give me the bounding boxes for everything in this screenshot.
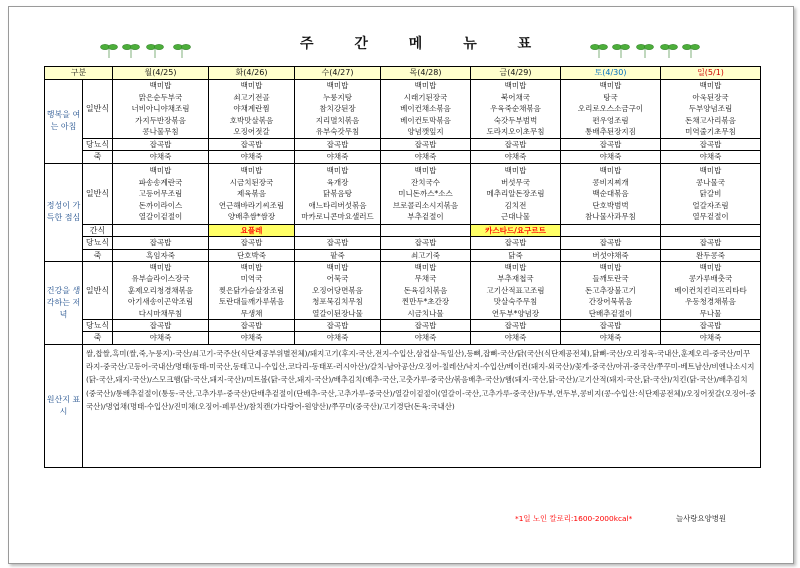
porridge-cell: 야채죽 bbox=[381, 151, 471, 163]
menu-item: 아기새송이곤약조림 bbox=[127, 297, 194, 307]
menu-item: 시금치나물 bbox=[407, 308, 444, 318]
meal-category: 행복을 여는 아침 bbox=[45, 80, 83, 164]
table-row bbox=[45, 237, 761, 249]
porridge-cell: 야채죽 bbox=[113, 151, 209, 163]
menu-item: 어묵국 bbox=[326, 274, 349, 284]
diabetic-cell: 잡곡밥 bbox=[113, 139, 209, 151]
diabetic-cell: 잡곡밥 bbox=[381, 139, 471, 151]
menu-item: 고기산적표고조림 bbox=[486, 285, 545, 295]
menu-cell bbox=[113, 163, 209, 224]
snack-cell bbox=[113, 224, 209, 236]
diabetic-cell: 잡곡밥 bbox=[209, 320, 295, 332]
porridge-cell: 닭죽 bbox=[471, 249, 561, 261]
menu-item: 메추리알돈장조림 bbox=[486, 189, 545, 199]
porridge-cell: 완두콩죽 bbox=[661, 249, 761, 261]
snack-cell bbox=[661, 224, 761, 236]
snack-cell bbox=[295, 224, 381, 236]
menu-cell bbox=[113, 262, 209, 320]
porridge-label: 죽 bbox=[83, 332, 113, 344]
menu-item: 통배추된장지짐 bbox=[585, 127, 636, 137]
snack-cell bbox=[381, 224, 471, 236]
menu-item: 콩가루배춧국 bbox=[688, 274, 733, 284]
menu-item: 우동청경채볶음 bbox=[685, 297, 736, 307]
menu-cell bbox=[295, 163, 381, 224]
menu-item: 백미밥 bbox=[326, 166, 349, 176]
header-day: 일(5/1) bbox=[661, 67, 761, 80]
table-row bbox=[45, 80, 761, 139]
diabetic-cell: 잡곡밥 bbox=[661, 320, 761, 332]
diabetic-cell: 잡곡밥 bbox=[471, 139, 561, 151]
menu-item: 백미밥 bbox=[699, 263, 722, 273]
menu-item: 백미밥 bbox=[414, 81, 437, 91]
diabetic-cell: 잡곡밥 bbox=[113, 320, 209, 332]
table-row bbox=[45, 320, 761, 332]
porridge-cell: 버섯야채죽 bbox=[561, 249, 661, 261]
diabetic-cell: 잡곡밥 bbox=[209, 237, 295, 249]
menu-item: 무채국 bbox=[414, 274, 437, 284]
menu-item: 두부양념조림 bbox=[688, 104, 733, 114]
porridge-cell: 야채죽 bbox=[561, 332, 661, 344]
menu-item: 쇠고기전골 bbox=[233, 92, 270, 102]
diabetic-label: 당뇨식 bbox=[83, 139, 113, 151]
diabetic-cell: 잡곡밥 bbox=[471, 237, 561, 249]
menu-cell bbox=[661, 163, 761, 224]
menu-item: 백미밥 bbox=[240, 263, 263, 273]
snack-cell: 카스타드/요구르트 bbox=[471, 224, 561, 236]
porridge-cell: 야채죽 bbox=[381, 332, 471, 344]
menu-cell bbox=[381, 163, 471, 224]
meal-category: 정성이 가득한 점심 bbox=[45, 163, 83, 261]
menu-item: 백미밥 bbox=[504, 81, 527, 91]
menu-item: 부추재첩국 bbox=[497, 274, 534, 284]
menu-cell bbox=[209, 163, 295, 224]
menu-item: 오징어젓갈 bbox=[233, 127, 270, 137]
menu-item: 찐만두*초간장 bbox=[401, 297, 450, 307]
menu-item: 마카로니콘마요샐러드 bbox=[301, 211, 374, 221]
menu-item: 아욱된장국 bbox=[692, 92, 729, 102]
menu-item: 고등어무조림 bbox=[138, 189, 183, 199]
weekly-menu-table bbox=[44, 66, 761, 468]
calorie-note: *1일 노인 칼로리:1600-2000kcal* bbox=[515, 514, 633, 523]
menu-item: 베이컨토막볶음 bbox=[400, 115, 451, 125]
menu-item: 열무겉절이 bbox=[692, 211, 729, 221]
menu-cell bbox=[113, 80, 209, 139]
menu-item: 무생채 bbox=[240, 308, 263, 318]
diabetic-cell: 잡곡밥 bbox=[381, 320, 471, 332]
snack-cell bbox=[561, 224, 661, 236]
menu-item: 지리멸치볶음 bbox=[315, 115, 360, 125]
diabetic-cell: 잡곡밥 bbox=[561, 139, 661, 151]
menu-item: 베이컨치킨리프리타타 bbox=[674, 285, 747, 295]
menu-item: 미역줄기초무침 bbox=[685, 127, 736, 137]
menu-item: 토란대들깨가루볶음 bbox=[218, 297, 285, 307]
menu-cell bbox=[209, 262, 295, 320]
menu-item: 연두부*양념장 bbox=[491, 308, 540, 318]
table-row bbox=[45, 151, 761, 163]
diabetic-cell: 잡곡밥 bbox=[661, 139, 761, 151]
menu-item: 얼갈자조림 bbox=[692, 200, 729, 210]
porridge-label: 죽 bbox=[83, 151, 113, 163]
sprout-icon bbox=[100, 38, 168, 60]
diabetic-cell: 잡곡밥 bbox=[561, 237, 661, 249]
origin-row bbox=[45, 344, 761, 467]
menu-item: 찢은닭가슴살장조림 bbox=[218, 285, 285, 295]
diabetic-cell: 잡곡밥 bbox=[209, 139, 295, 151]
page-title: 주 간 메 뉴 표 bbox=[300, 36, 550, 52]
menu-item: 훈제오리청경채볶음 bbox=[127, 285, 194, 295]
header-day: 월(4/25) bbox=[113, 67, 209, 80]
menu-item: 근대나물 bbox=[501, 211, 530, 221]
menu-item: 백미밥 bbox=[414, 263, 437, 273]
menu-item: 육개장 bbox=[326, 177, 349, 187]
menu-item: 백미밥 bbox=[240, 166, 263, 176]
menu-item: 북어채국 bbox=[501, 92, 530, 102]
diabetic-cell: 잡곡밥 bbox=[561, 320, 661, 332]
menu-cell bbox=[381, 80, 471, 139]
menu-item: 무나물 bbox=[699, 308, 722, 318]
menu-item: 숙갓두부범벅 bbox=[493, 115, 538, 125]
regular-label: 일반식 bbox=[83, 163, 113, 224]
menu-item: 시래기된장국 bbox=[403, 92, 448, 102]
porridge-cell: 쇠고기죽 bbox=[381, 249, 471, 261]
menu-item: 맑은순두부국 bbox=[138, 92, 183, 102]
menu-item: 오징어당면볶음 bbox=[312, 285, 363, 295]
menu-item: 백미밥 bbox=[599, 81, 622, 91]
origin-label: 원산지 표시 bbox=[45, 344, 83, 467]
menu-cell bbox=[661, 262, 761, 320]
header-day: 수(4/27) bbox=[295, 67, 381, 80]
menu-item: 탕국 bbox=[603, 92, 618, 102]
menu-item: 돈고추장불고기 bbox=[585, 285, 636, 295]
menu-item: 호박맛살볶음 bbox=[229, 115, 274, 125]
table-row bbox=[45, 139, 761, 151]
porridge-cell: 야채죽 bbox=[209, 332, 295, 344]
meal-category: 건강을 생각하는 저녁 bbox=[45, 262, 83, 345]
menu-cell bbox=[561, 262, 661, 320]
menu-item: 우육죽순채볶음 bbox=[490, 104, 541, 114]
menu-item: 청포묵김치무침 bbox=[312, 297, 363, 307]
menu-item: 미역국 bbox=[240, 274, 263, 284]
menu-item: 도라지오이초무침 bbox=[486, 127, 545, 137]
menu-item: 야채계란찜 bbox=[233, 104, 270, 114]
menu-item: 편우엉조림 bbox=[592, 115, 629, 125]
menu-item: 제육볶음 bbox=[237, 189, 266, 199]
menu-item: 잔치국수 bbox=[411, 177, 440, 187]
diabetic-label: 당뇨식 bbox=[83, 237, 113, 249]
menu-item: 백미밥 bbox=[414, 166, 437, 176]
menu-item: 단배추겉절이 bbox=[588, 308, 633, 318]
porridge-cell: 야채죽 bbox=[661, 151, 761, 163]
menu-item: 시금치된장국 bbox=[229, 177, 274, 187]
menu-item: 다시마채무침 bbox=[138, 308, 183, 318]
menu-item: 백미밥 bbox=[699, 81, 722, 91]
menu-item: 백미밥 bbox=[599, 166, 622, 176]
diabetic-cell: 잡곡밥 bbox=[113, 237, 209, 249]
sprout-icon bbox=[172, 38, 240, 60]
menu-cell bbox=[295, 262, 381, 320]
diabetic-cell: 잡곡밥 bbox=[295, 139, 381, 151]
menu-item: 백미밥 bbox=[326, 263, 349, 273]
menu-cell bbox=[471, 163, 561, 224]
menu-item: 맛살숙주무침 bbox=[493, 297, 538, 307]
menu-item: 부추겉절이 bbox=[407, 211, 444, 221]
porridge-cell: 야채죽 bbox=[295, 151, 381, 163]
diabetic-cell: 잡곡밥 bbox=[471, 320, 561, 332]
regular-label: 일반식 bbox=[83, 262, 113, 320]
menu-item: 열갈이된장나물 bbox=[312, 308, 363, 318]
menu-item: 애느타리버섯볶음 bbox=[308, 200, 367, 210]
menu-cell bbox=[471, 262, 561, 320]
menu-cell bbox=[381, 262, 471, 320]
diabetic-label: 당뇨식 bbox=[83, 320, 113, 332]
header-gubun: 구분 bbox=[45, 67, 113, 80]
table-row bbox=[45, 262, 761, 320]
sprout-icon bbox=[660, 38, 728, 60]
origin-text: 쌀,찹쌀,흑미(쌀,죽,누룽지)-국산/쇠고기-국주산(식단제공부위별전체)/돼지고기(후지-국산,전지-수입산,삼겹살-독일산),등뼈,잡뼈-국산/닭(국산(식단제공전체),닭뼈-국산/오리정육-국내산,훈제오리-중국산/미꾸라지-중국산/고등어-국내산/명태(동태-미국산,동태고니-수입산,코다리-동태포-러시아산)/갈치-남아공산/오징어-칠레산/낙지-수입산/베이컨(돼지-외국산)/꽃게-중국산/아귀-중국산/쭈꾸미-베트남산/비엔나소시지(닭-국산,돼지-국산)/스모크햄(닭-국산,돼지-국산)/미트볼(닭-국산,돼지-국산)/배추김치(배추-국산,고춧가루-중국산/볶음배추-국산)/햄(돼지-국산,닭-국산)/고기산적(돼지-국산,닭-국산)/치킨(닭-국산)/배추김치(중국산)/통배추겉절이(통동-국산,고추가루-중국산)단배추겉절이(단배추-국산,고추가루-중국산)/열갈이겉절이(열갈이-국산,고추가루-중국산)/두부,연두부,콩비지(콩-수입산:식단제공전체)/오징어젓갈(오징어-중국산)/명엽채(명태-수입산)/진미채(오징어-페루산)/참치캔(가다랑어-원양산)/쭈꾸미(중국산)/고기경단(돈육:국내산) bbox=[83, 344, 761, 467]
menu-item: 연근해바라기씨조림 bbox=[218, 200, 285, 210]
menu-item: 돈까이라이스 bbox=[138, 200, 183, 210]
menu-cell bbox=[471, 80, 561, 139]
menu-item: 닭볶음탕 bbox=[323, 189, 352, 199]
menu-item: 너비아니야채조림 bbox=[131, 104, 190, 114]
regular-label: 일반식 bbox=[83, 80, 113, 139]
menu-item: 브로콜리소시지볶음 bbox=[392, 200, 459, 210]
porridge-cell: 야채죽 bbox=[471, 332, 561, 344]
table-row bbox=[45, 163, 761, 224]
hospital-name: 늘사랑요양병원 bbox=[676, 514, 726, 523]
menu-item: 백미밥 bbox=[599, 263, 622, 273]
menu-item: 백미밥 bbox=[326, 81, 349, 91]
menu-item: 콩나물무침 bbox=[142, 127, 179, 137]
menu-item: 유부숙갓무침 bbox=[315, 127, 360, 137]
menu-item: 유부슬라이스장국 bbox=[131, 274, 190, 284]
menu-item: 들깨토란국 bbox=[592, 274, 629, 284]
porridge-label: 죽 bbox=[83, 249, 113, 261]
table-row bbox=[45, 332, 761, 344]
header-day: 목(4/28) bbox=[381, 67, 471, 80]
menu-item: 간장어묵볶음 bbox=[588, 297, 633, 307]
menu-item: 백미밥 bbox=[149, 166, 172, 176]
table-row bbox=[45, 249, 761, 261]
menu-item: 가지두반장볶음 bbox=[135, 115, 186, 125]
menu-item: 백미밥 bbox=[504, 166, 527, 176]
menu-item: 백미밥 bbox=[699, 166, 722, 176]
menu-item: 닭갈비 bbox=[699, 189, 722, 199]
menu-item: 베이컨채소볶음 bbox=[400, 104, 451, 114]
menu-item: 참나물사과무침 bbox=[585, 211, 636, 221]
porridge-cell: 야채죽 bbox=[209, 151, 295, 163]
menu-item: 백순대볶음 bbox=[592, 189, 629, 199]
menu-item: 열갈이겉절이 bbox=[138, 211, 183, 221]
menu-cell bbox=[561, 163, 661, 224]
menu-item: 양배추쌈*쌈장 bbox=[227, 211, 276, 221]
menu-item: 백미밥 bbox=[504, 263, 527, 273]
menu-item: 백미밥 bbox=[149, 81, 172, 91]
menu-cell bbox=[209, 80, 295, 139]
header-day: 금(4/29) bbox=[471, 67, 561, 80]
porridge-cell: 야채죽 bbox=[113, 332, 209, 344]
menu-item: 돈육김치볶음 bbox=[403, 285, 448, 295]
porridge-cell: 야채죽 bbox=[661, 332, 761, 344]
header-row bbox=[45, 67, 761, 80]
menu-item: 김치전 bbox=[504, 200, 527, 210]
table-row bbox=[45, 224, 761, 236]
menu-item: 버섯무국 bbox=[501, 177, 530, 187]
diabetic-cell: 잡곡밥 bbox=[661, 237, 761, 249]
menu-item: 백미밥 bbox=[240, 81, 263, 91]
menu-item: 돈채고사리볶음 bbox=[685, 115, 736, 125]
diabetic-cell: 잡곡밥 bbox=[295, 320, 381, 332]
menu-item: 양념깻잎지 bbox=[407, 127, 444, 137]
porridge-cell: 야채죽 bbox=[561, 151, 661, 163]
menu-item: 참치강된장 bbox=[319, 104, 356, 114]
menu-item: 콩비지찌개 bbox=[592, 177, 629, 187]
porridge-cell: 야채죽 bbox=[295, 332, 381, 344]
menu-item: 콩나물국 bbox=[696, 177, 725, 187]
menu-cell bbox=[295, 80, 381, 139]
porridge-cell: 흑임자죽 bbox=[113, 249, 209, 261]
menu-cell bbox=[661, 80, 761, 139]
porridge-cell: 팥죽 bbox=[295, 249, 381, 261]
menu-item: 백미밥 bbox=[149, 263, 172, 273]
porridge-cell: 야채죽 bbox=[471, 151, 561, 163]
porridge-cell: 단호박죽 bbox=[209, 249, 295, 261]
snack-label: 간식 bbox=[83, 224, 113, 236]
menu-cell bbox=[561, 80, 661, 139]
menu-item: 미니돈까스*소스 bbox=[398, 189, 453, 199]
menu-item: 오리로오스소금구이 bbox=[577, 104, 644, 114]
sprout-icon bbox=[590, 38, 658, 60]
header-day: 화(4/26) bbox=[209, 67, 295, 80]
diabetic-cell: 잡곡밥 bbox=[381, 237, 471, 249]
menu-item: 파송송계란국 bbox=[138, 177, 183, 187]
snack-cell: 요플레 bbox=[209, 224, 295, 236]
menu-item: 단호박범벅 bbox=[592, 200, 629, 210]
header-day: 토(4/30) bbox=[561, 67, 661, 80]
menu-item: 누룽지탕 bbox=[323, 92, 352, 102]
diabetic-cell: 잡곡밥 bbox=[295, 237, 381, 249]
